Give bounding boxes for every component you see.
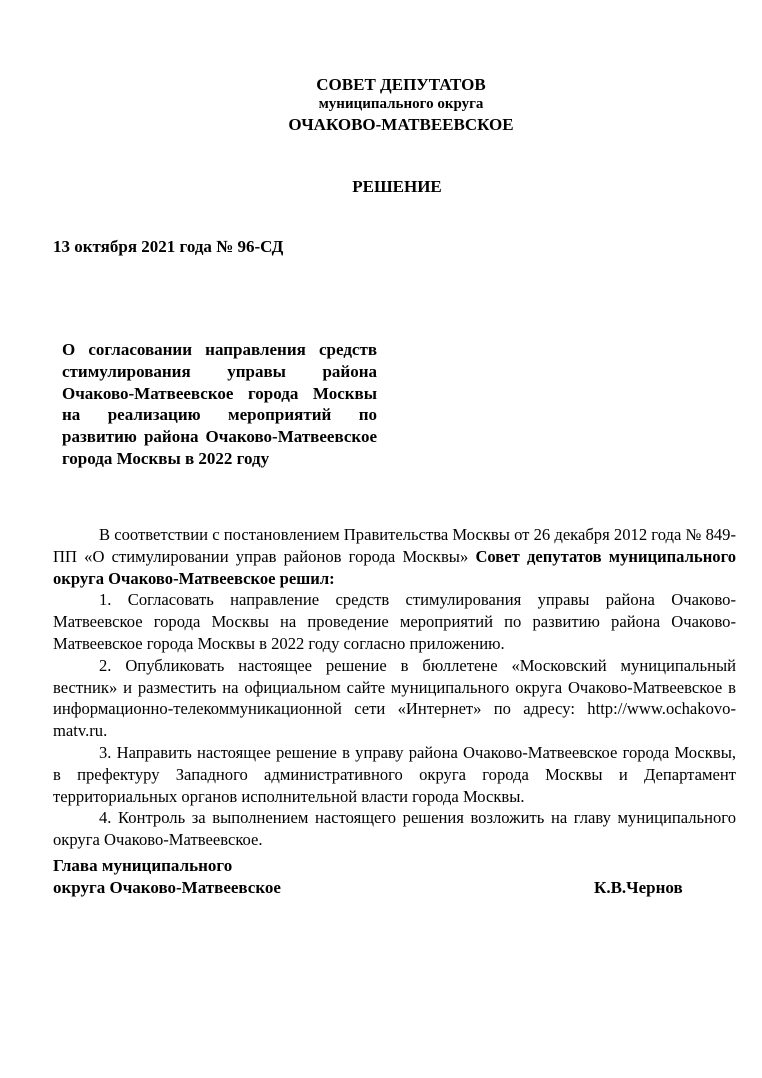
date-number: 13 октября 2021 года № 96-СД <box>53 237 284 256</box>
council-title: СОВЕТ ДЕПУТАТОВ <box>316 75 486 94</box>
item-3: 3. Направить настоящее решение в управу района Очаково-Матвеевское города Москвы, в префектуру Западного административного округа города Москвы и Департамент территориальных органов исполнительной власти города Москвы. <box>53 742 736 806</box>
municipal-subtitle: муниципального округа <box>318 96 484 112</box>
preamble-paragraph <box>53 524 736 589</box>
preamble-resolution: Совет депутатов муниципального округа Очаково-Матвеевское решил: <box>53 546 736 588</box>
signatory-name: К.В.Чернов <box>594 878 683 897</box>
item-1: 1. Согласовать направление средств стимулирования управы района Очаково-Матвеевское города Москвы на проведение мероприятий по развитию района Очаково-Матвеевское города Москвы в 2022 году согласно приложению. <box>53 590 736 653</box>
signatory-title <box>53 855 281 899</box>
item-2: 2. Опубликовать настоящее решение в бюллетене «Московский муниципальный вестник» и разместить на официальном сайте муниципального округа Очаково-Матвеевское в информационно-телекоммуникационной сети «Интернет» по адресу: http://www.ochakovo-matv.ru. <box>53 655 736 741</box>
decision-subject: О согласовании направления средств стимулирования управы района Очаково-Матвеевское города Москвы на реализацию мероприятий по развитию района Очаково-Матвеевское города Москвы в 2022 году <box>62 340 377 468</box>
document-type-title: РЕШЕНИЕ <box>352 177 442 196</box>
signatory-title-line2: округа Очаково-Матвеевское <box>53 878 281 897</box>
district-title: ОЧАКОВО-МАТВЕЕВСКОЕ <box>288 115 514 134</box>
decision-body <box>53 524 736 851</box>
preamble-text: В соответствии с постановлением Правительства Москвы от 26 декабря 2012 года № 849-ПП «О стимулировании управ районов города Москвы» <box>53 525 736 566</box>
item-4: 4. Контроль за выполнением настоящего решения возложить на главу муниципального округа Очаково-Матвеевское. <box>53 808 736 850</box>
signatory-title-line1: Глава муниципального <box>53 856 233 875</box>
